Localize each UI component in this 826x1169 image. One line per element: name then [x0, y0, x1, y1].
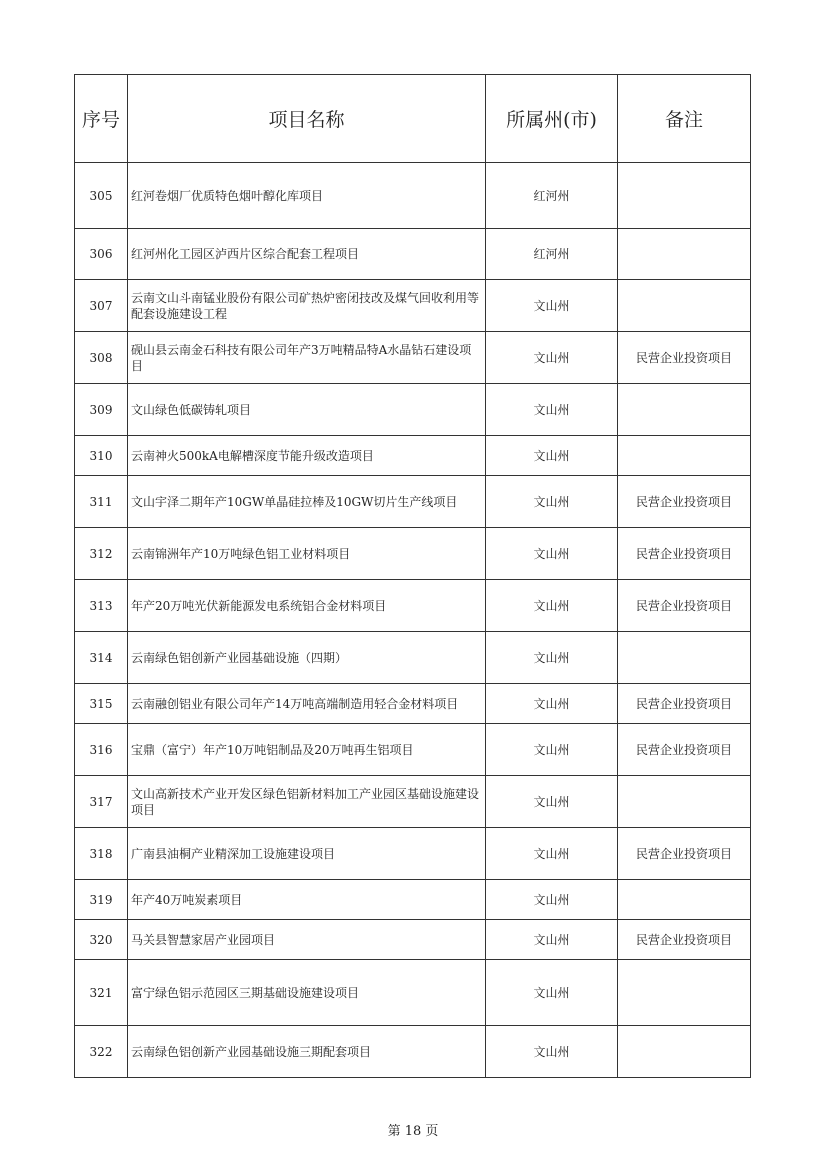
note: 民营企业投资项目: [618, 684, 751, 724]
project-table: [74, 74, 751, 1078]
row-number: 305: [75, 163, 128, 229]
region: 红河州: [486, 163, 618, 229]
note: [618, 632, 751, 684]
project-name: 红河州化工园区泸西片区综合配套工程项目: [128, 229, 486, 280]
row-number: 306: [75, 229, 128, 280]
note: 民营企业投资项目: [618, 828, 751, 880]
row-number: 311: [75, 476, 128, 528]
region: 文山州: [486, 384, 618, 436]
table-row: [75, 384, 751, 436]
region: 文山州: [486, 580, 618, 632]
note: 民营企业投资项目: [618, 920, 751, 960]
table-row: [75, 684, 751, 724]
project-name: 文山宇泽二期年产10GW单晶硅拉棒及10GW切片生产线项目: [128, 476, 486, 528]
note: [618, 1026, 751, 1078]
row-number: 318: [75, 828, 128, 880]
note: [618, 163, 751, 229]
table-row: [75, 724, 751, 776]
region: 文山州: [486, 1026, 618, 1078]
project-name: 广南县油桐产业精深加工设施建设项目: [128, 828, 486, 880]
region: 文山州: [486, 528, 618, 580]
row-number: 310: [75, 436, 128, 476]
project-name: 文山绿色低碳铸轧项目: [128, 384, 486, 436]
note: 民营企业投资项目: [618, 332, 751, 384]
table-row: [75, 920, 751, 960]
project-name: 宝鼎（富宁）年产10万吨铝制品及20万吨再生铝项目: [128, 724, 486, 776]
note: [618, 776, 751, 828]
row-number: 315: [75, 684, 128, 724]
row-number: 309: [75, 384, 128, 436]
region: 文山州: [486, 280, 618, 332]
note: [618, 280, 751, 332]
region: 文山州: [486, 960, 618, 1026]
header-name: 项目名称: [128, 75, 486, 163]
table-row: [75, 528, 751, 580]
note: [618, 384, 751, 436]
project-name: 砚山县云南金石科技有限公司年产3万吨精品特A水晶钻石建设项目: [128, 332, 486, 384]
row-number: 317: [75, 776, 128, 828]
note: [618, 436, 751, 476]
project-name: 云南神火500kA电解槽深度节能升级改造项目: [128, 436, 486, 476]
project-name: 年产40万吨炭素项目: [128, 880, 486, 920]
table-row: [75, 436, 751, 476]
project-name: 文山高新技术产业开发区绿色铝新材料加工产业园区基础设施建设项目: [128, 776, 486, 828]
table-row: [75, 960, 751, 1026]
row-number: 312: [75, 528, 128, 580]
region: 文山州: [486, 476, 618, 528]
project-name: 富宁绿色铝示范园区三期基础设施建设项目: [128, 960, 486, 1026]
row-number: 321: [75, 960, 128, 1026]
note: 民营企业投资项目: [618, 528, 751, 580]
table-row: [75, 476, 751, 528]
row-number: 313: [75, 580, 128, 632]
row-number: 320: [75, 920, 128, 960]
region: 文山州: [486, 920, 618, 960]
header-row: [75, 75, 751, 163]
region: 文山州: [486, 828, 618, 880]
header-region: 所属州(市): [486, 75, 618, 163]
table-row: [75, 229, 751, 280]
table-row: [75, 580, 751, 632]
project-name: 云南锦洲年产10万吨绿色铝工业材料项目: [128, 528, 486, 580]
table-row: [75, 280, 751, 332]
note: [618, 229, 751, 280]
note: 民营企业投资项目: [618, 476, 751, 528]
project-name: 云南绿色铝创新产业园基础设施（四期）: [128, 632, 486, 684]
note: [618, 880, 751, 920]
region: 文山州: [486, 880, 618, 920]
row-number: 314: [75, 632, 128, 684]
table-row: [75, 776, 751, 828]
region: 文山州: [486, 632, 618, 684]
project-name: 红河卷烟厂优质特色烟叶醇化库项目: [128, 163, 486, 229]
table-row: [75, 1026, 751, 1078]
project-name: 云南融创铝业有限公司年产14万吨高端制造用轻合金材料项目: [128, 684, 486, 724]
row-number: 316: [75, 724, 128, 776]
region: 文山州: [486, 684, 618, 724]
table-row: [75, 880, 751, 920]
row-number: 308: [75, 332, 128, 384]
region: 红河州: [486, 229, 618, 280]
project-name: 云南文山斗南锰业股份有限公司矿热炉密闭技改及煤气回收利用等配套设施建设工程: [128, 280, 486, 332]
note: 民营企业投资项目: [618, 724, 751, 776]
row-number: 319: [75, 880, 128, 920]
region: 文山州: [486, 776, 618, 828]
region: 文山州: [486, 436, 618, 476]
project-name: 云南绿色铝创新产业园基础设施三期配套项目: [128, 1026, 486, 1078]
row-number: 322: [75, 1026, 128, 1078]
header-note: 备注: [618, 75, 751, 163]
region: 文山州: [486, 332, 618, 384]
row-number: 307: [75, 280, 128, 332]
table-row: [75, 332, 751, 384]
project-name: 马关县智慧家居产业园项目: [128, 920, 486, 960]
note: [618, 960, 751, 1026]
region: 文山州: [486, 724, 618, 776]
table-row: [75, 632, 751, 684]
page-number: 第 18 页: [387, 1124, 439, 1139]
project-name: 年产20万吨光伏新能源发电系统铝合金材料项目: [128, 580, 486, 632]
table-row: [75, 828, 751, 880]
table-row: [75, 163, 751, 229]
note: 民营企业投资项目: [618, 580, 751, 632]
header-no: 序号: [75, 75, 128, 163]
